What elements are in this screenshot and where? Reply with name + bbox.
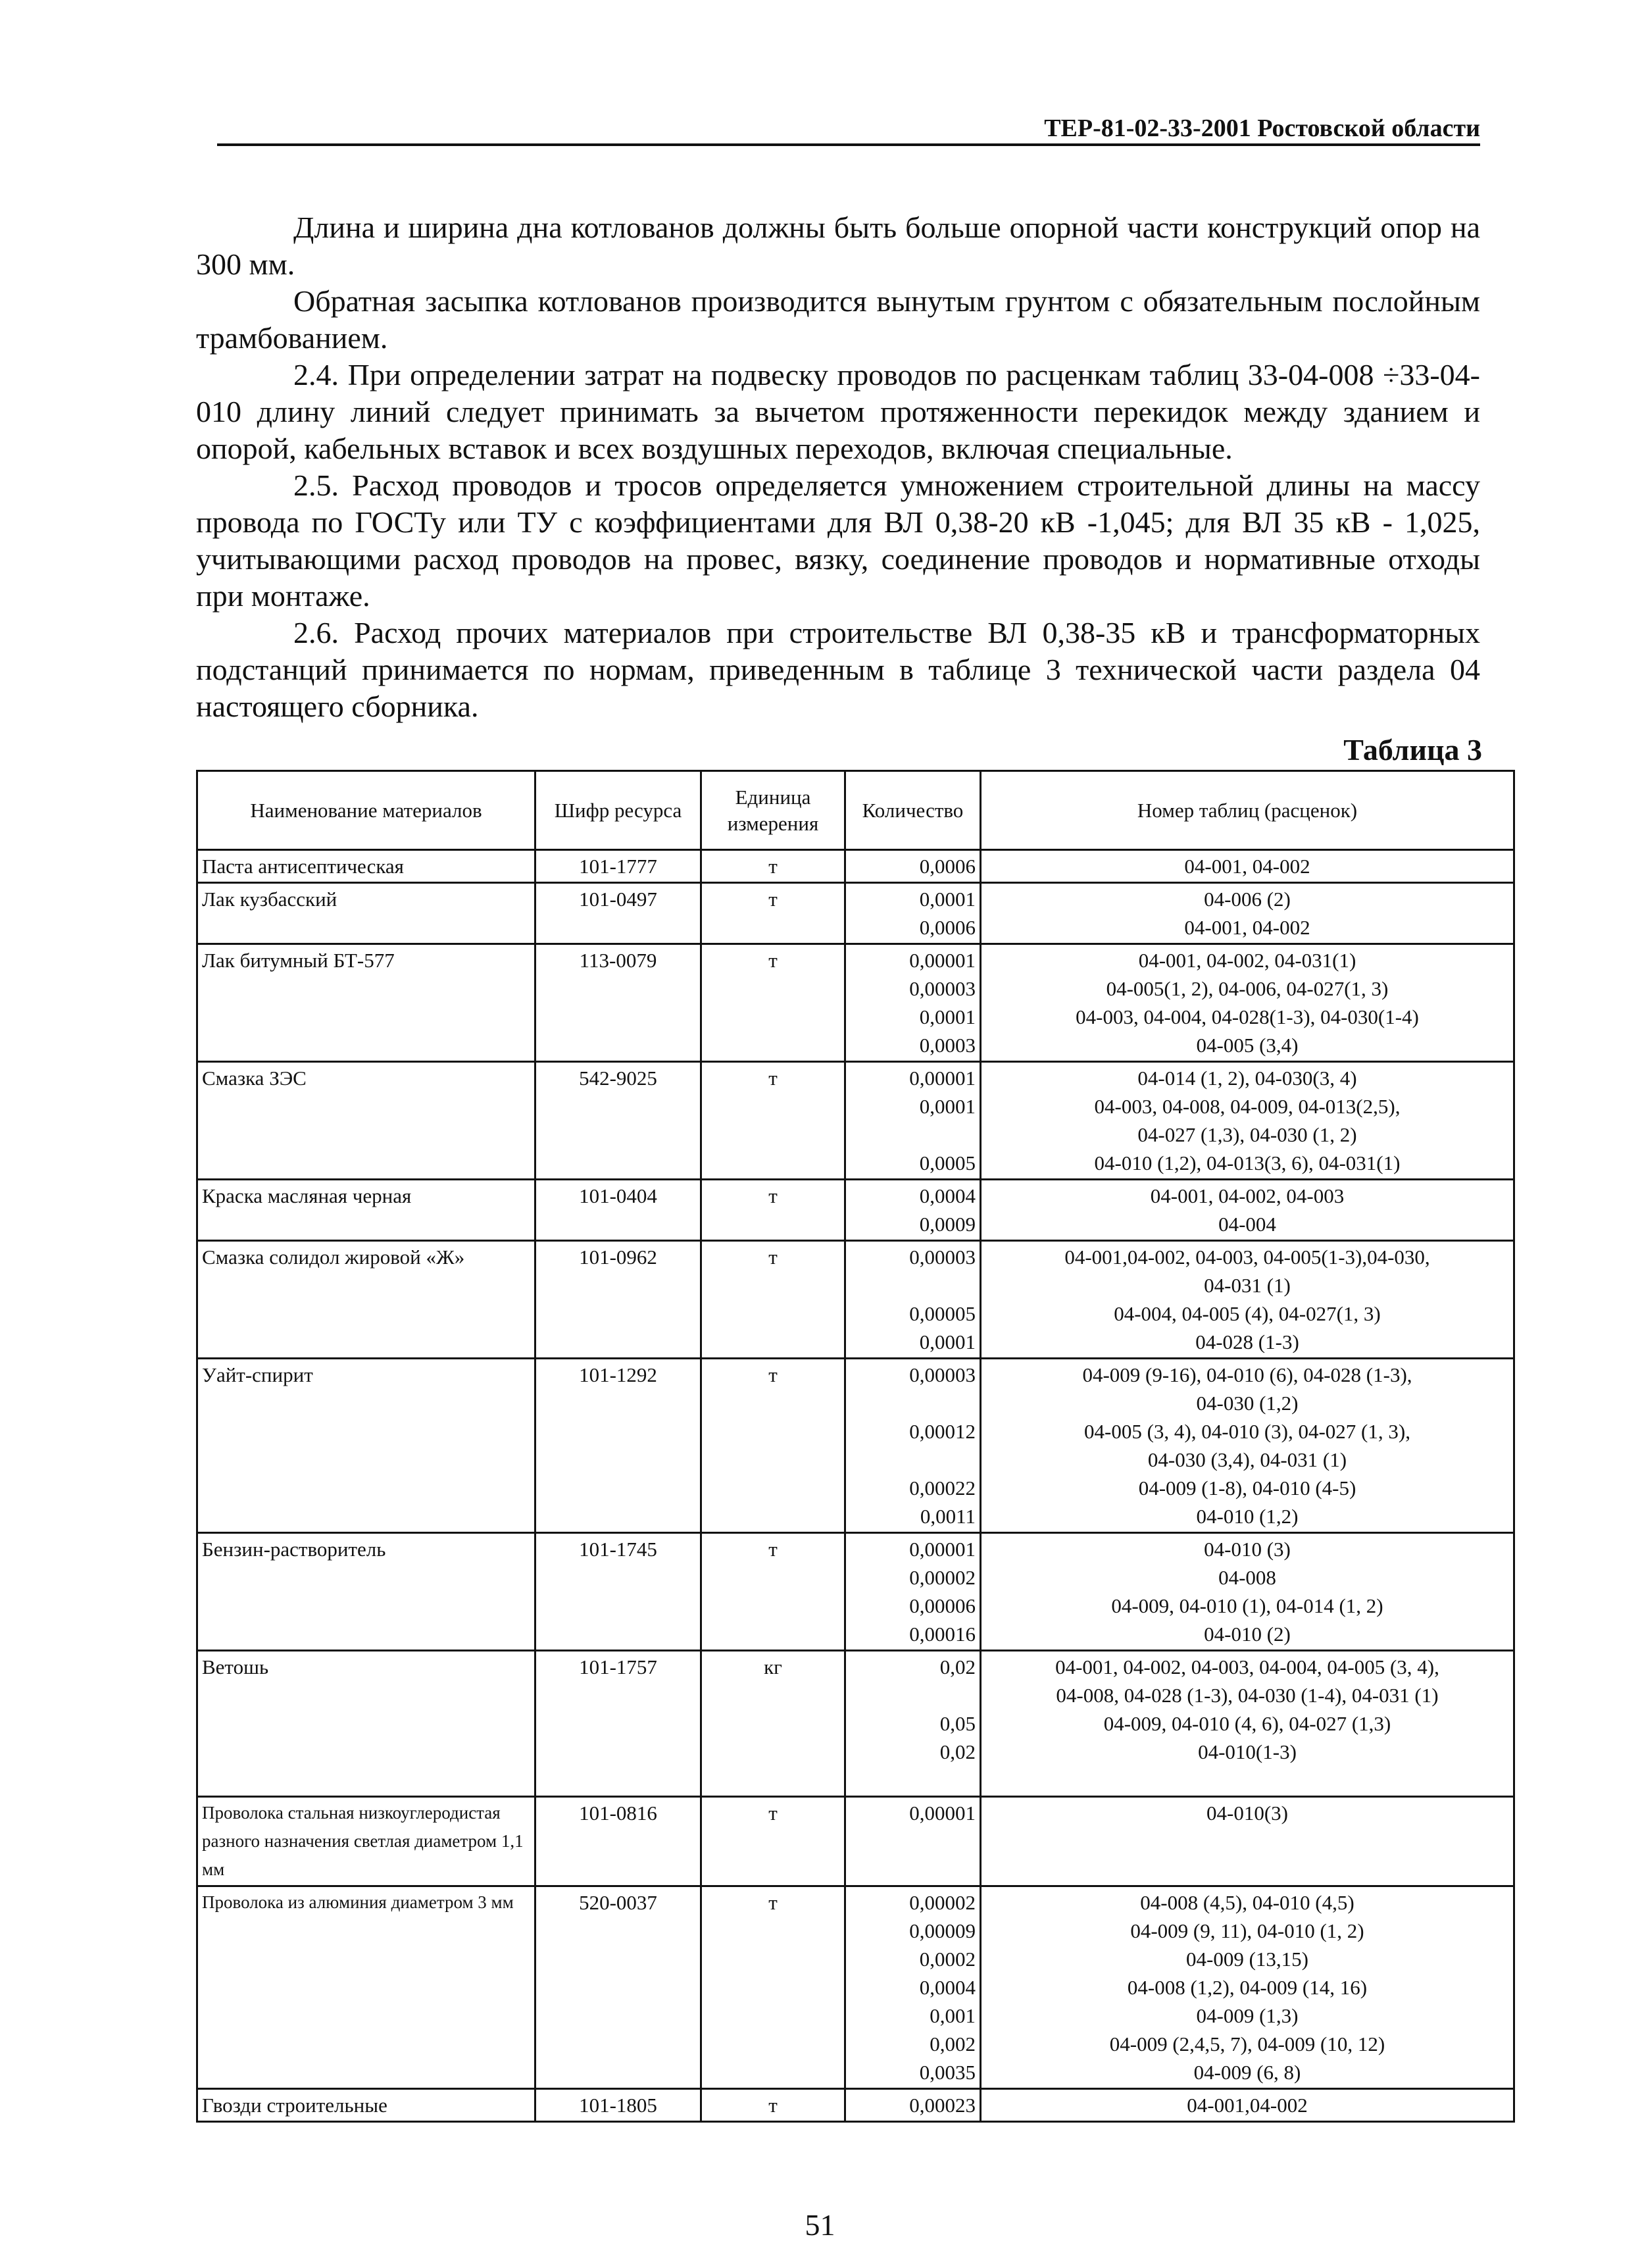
column-header-quantity: Количество (845, 771, 981, 850)
quantity-value: 0,0002 (919, 1948, 976, 1971)
quantity-value: 0,00009 (909, 1919, 976, 1942)
column-header-tables: Номер таблиц (расценок) (981, 771, 1514, 850)
table-reference: 04-003, 04-004, 04-028(1-3), 04-030(1-4) (1076, 1005, 1419, 1028)
quantity-value: 0,00003 (909, 977, 976, 1000)
table-reference: 04-010 (1,2) (1196, 1505, 1299, 1528)
table-reference: 04-009 (6, 8) (1193, 2061, 1301, 2084)
quantity-value: 0,0001 (919, 888, 976, 911)
table-reference: 04-010 (3) (1204, 1538, 1291, 1561)
unit-of-measure: т (701, 1180, 845, 1241)
table-reference: 04-009 (9, 11), 04-010 (1, 2) (1130, 1919, 1364, 1942)
quantity-cell (845, 1797, 981, 1886)
quantity-value: 0,0006 (919, 916, 976, 939)
resource-code: 520-0037 (535, 1886, 701, 2089)
unit-of-measure: т (701, 850, 845, 883)
quantity-value: 0,00016 (909, 1623, 976, 1646)
unit-of-measure: т (701, 1062, 845, 1180)
quantity-value (850, 1766, 976, 1794)
table-reference: 04-010(1-3) (1198, 1740, 1297, 1763)
table-refs-cell (981, 1651, 1514, 1797)
resource-code: 101-0404 (535, 1180, 701, 1241)
table-reference: 04-009 (1-8), 04-010 (4-5) (1138, 1476, 1356, 1499)
quantity-cell (845, 1180, 981, 1241)
quantity-value (850, 1271, 976, 1299)
unit-of-measure: т (701, 1533, 845, 1651)
quantity-value: 0,00001 (909, 1802, 976, 1825)
table-row (197, 2089, 1514, 2122)
material-name: Краска масляная черная (197, 1180, 535, 1241)
body-text (196, 209, 1480, 725)
table-reference: 04-028 (1-3) (1195, 1330, 1299, 1353)
quantity-value: 0,0009 (919, 1213, 976, 1236)
table-refs-cell (981, 1359, 1514, 1533)
table-reference: 04-031 (1) (1204, 1274, 1291, 1297)
table-reference: 04-001, 04-002, 04-003 (1150, 1184, 1345, 1207)
table-reference: 04-003, 04-008, 04-009, 04-013(2,5), (1094, 1095, 1401, 1118)
column-header-unit: Единица измерения (701, 771, 845, 850)
table-refs-cell (981, 883, 1514, 944)
table-reference: 04-009 (13,15) (1186, 1948, 1308, 1971)
table-row (197, 944, 1514, 1062)
quantity-value: 0,0004 (919, 1184, 976, 1207)
resource-code: 101-1292 (535, 1359, 701, 1533)
table-reference: 04-008 (1,2), 04-009 (14, 16) (1127, 1976, 1368, 1999)
resource-code: 101-0962 (535, 1241, 701, 1359)
table-refs-cell (981, 1180, 1514, 1241)
quantity-cell (845, 1062, 981, 1180)
table-reference: 04-001,04-002 (1187, 2094, 1308, 2117)
quantity-value: 0,00001 (909, 1538, 976, 1561)
resource-code: 101-0497 (535, 883, 701, 944)
table-reference: 04-008, 04-028 (1-3), 04-030 (1-4), 04-031 (1) (1056, 1684, 1439, 1707)
table-reference (985, 1766, 1509, 1794)
quantity-value: 0,00003 (909, 1246, 976, 1269)
quantity-value: 0,02 (939, 1740, 976, 1763)
resource-code: 542-9025 (535, 1062, 701, 1180)
quantity-value: 0,0001 (919, 1330, 976, 1353)
table-row (197, 1651, 1514, 1797)
table-reference: 04-001, 04-002, 04-031(1) (1138, 949, 1356, 972)
table-reference: 04-010 (2) (1204, 1623, 1291, 1646)
quantity-value (850, 1681, 976, 1709)
paragraph: 2.4. При определении затрат на подвеску проводов по расценкам таблиц 33-04-008 ÷33-04-010 длину линий следует принимать за вычетом протяженности перекидок между зданием и опорой, кабельных вставок и всех воздушных переходов, включая специальные. (196, 358, 1480, 465)
quantity-cell (845, 2089, 981, 2122)
resource-code: 101-1805 (535, 2089, 701, 2122)
quantity-cell (845, 883, 981, 944)
quantity-value: 0,00001 (909, 1067, 976, 1090)
quantity-value: 0,001 (930, 2004, 976, 2027)
table-reference: 04-027 (1,3), 04-030 (1, 2) (1137, 1123, 1357, 1146)
table-row (197, 1062, 1514, 1180)
material-name: Лак битумный БТ-577 (197, 944, 535, 1062)
quantity-value: 0,00022 (909, 1476, 976, 1499)
materials-table (196, 770, 1515, 2123)
table-refs-cell (981, 1062, 1514, 1180)
quantity-cell (845, 1359, 981, 1533)
quantity-value: 0,00002 (909, 1891, 976, 1914)
table-row (197, 1180, 1514, 1241)
table-reference: 04-004 (1218, 1213, 1276, 1236)
quantity-value: 0,00003 (909, 1363, 976, 1386)
quantity-value (850, 1389, 976, 1417)
quantity-value: 0,02 (939, 1655, 976, 1678)
unit-of-measure: кг (701, 1651, 845, 1797)
unit-of-measure: т (701, 944, 845, 1062)
table-refs-cell (981, 1533, 1514, 1651)
quantity-cell (845, 1886, 981, 2089)
column-header-name: Наименование материалов (197, 771, 535, 850)
table-reference: 04-009, 04-010 (4, 6), 04-027 (1,3) (1103, 1712, 1391, 1735)
material-name: Бензин-растворитель (197, 1533, 535, 1651)
quantity-value: 0,0035 (919, 2061, 976, 2084)
table-reference: 04-008 (4,5), 04-010 (4,5) (1140, 1891, 1354, 1914)
running-header: ТЕР-81-02-33-2001 Ростовской области (217, 113, 1480, 146)
paragraph: Обратная засыпка котлованов производится вынутым грунтом с обязательным послойным трамбованием. (196, 284, 1480, 355)
paragraph: Длина и ширина дна котлованов должны быть больше опорной части конструкций опор на 300 мм. (196, 211, 1480, 281)
quantity-cell (845, 850, 981, 883)
quantity-value (850, 1121, 976, 1149)
table-refs-cell (981, 2089, 1514, 2122)
material-name: Паста антисептическая (197, 850, 535, 883)
material-name: Уайт-спирит (197, 1359, 535, 1533)
unit-of-measure: т (701, 1797, 845, 1886)
table-row (197, 1886, 1514, 2089)
table-row (197, 850, 1514, 883)
quantity-value: 0,00005 (909, 1302, 976, 1325)
resource-code: 101-1745 (535, 1533, 701, 1651)
table-reference: 04-001, 04-002, 04-003, 04-004, 04-005 (3, 4), (1055, 1655, 1439, 1678)
quantity-value: 0,00006 (909, 1594, 976, 1617)
material-name: Лак кузбасский (197, 883, 535, 944)
table-reference: 04-008 (1218, 1566, 1276, 1589)
table-reference: 04-010 (1,2), 04-013(3, 6), 04-031(1) (1094, 1151, 1401, 1174)
resource-code: 101-1777 (535, 850, 701, 883)
table-refs-cell (981, 944, 1514, 1062)
resource-code: 101-1757 (535, 1651, 701, 1797)
material-name: Смазка ЗЭС (197, 1062, 535, 1180)
column-header-code: Шифр ресурса (535, 771, 701, 850)
quantity-value: 0,0011 (920, 1505, 976, 1528)
quantity-value: 0,05 (939, 1712, 976, 1735)
table-reference: 04-009, 04-010 (1), 04-014 (1, 2) (1111, 1594, 1383, 1617)
quantity-cell (845, 944, 981, 1062)
material-name: Смазка солидол жировой «Ж» (197, 1241, 535, 1359)
table-reference: 04-030 (1,2) (1196, 1392, 1299, 1415)
quantity-cell (845, 1241, 981, 1359)
unit-of-measure: т (701, 1359, 845, 1533)
table-row (197, 1533, 1514, 1651)
page-number: 51 (805, 2208, 835, 2242)
table-row (197, 883, 1514, 944)
table-reference: 04-006 (2) (1204, 888, 1291, 911)
unit-of-measure: т (701, 2089, 845, 2122)
table-reference: 04-009 (9-16), 04-010 (6), 04-028 (1-3), (1082, 1363, 1412, 1386)
table-reference: 04-005 (3,4) (1196, 1034, 1299, 1057)
table-reference: 04-001, 04-002 (1184, 916, 1310, 939)
resource-code: 113-0079 (535, 944, 701, 1062)
unit-of-measure: т (701, 1241, 845, 1359)
quantity-cell (845, 1533, 981, 1651)
table-reference: 04-004, 04-005 (4), 04-027(1, 3) (1114, 1302, 1381, 1325)
material-name: Гвозди строительные (197, 2089, 535, 2122)
paragraph: 2.6. Расход прочих материалов при строительстве ВЛ 0,38-35 кВ и трансформаторных подстанций принимается по нормам, приведенным в таблице 3 технической части раздела 04 настоящего сборника. (196, 616, 1480, 723)
quantity-value: 0,0004 (919, 1976, 976, 1999)
table-refs-cell (981, 1886, 1514, 2089)
table-reference: 04-010(3) (1206, 1802, 1288, 1825)
quantity-value: 0,0001 (919, 1095, 976, 1118)
table-refs-cell (981, 850, 1514, 883)
table-row (197, 1241, 1514, 1359)
material-name: Ветошь (197, 1651, 535, 1797)
table-reference: 04-001, 04-002 (1184, 855, 1310, 878)
unit-of-measure: т (701, 1886, 845, 2089)
table-reference: 04-005 (3, 4), 04-010 (3), 04-027 (1, 3), (1084, 1420, 1410, 1443)
table-reference: 04-001,04-002, 04-003, 04-005(1-3),04-030, (1064, 1246, 1430, 1269)
quantity-value: 0,0001 (919, 1005, 976, 1028)
material-name: Проволока из алюминия диаметром 3 мм (197, 1886, 535, 2089)
quantity-value: 0,00012 (909, 1420, 976, 1443)
table-reference: 04-030 (3,4), 04-031 (1) (1147, 1448, 1347, 1471)
table-reference: 04-014 (1, 2), 04-030(3, 4) (1137, 1067, 1357, 1090)
quantity-value: 0,0005 (919, 1151, 976, 1174)
table-row (197, 1797, 1514, 1886)
paragraph: 2.5. Расход проводов и тросов определяется умножением строительной длины на массу провода по ГОСТу или ТУ с коэффициентами для ВЛ 0,38-20 кВ -1,045; для ВЛ 35 кВ - 1,025, учитывающими расход проводов на провес, вязку, соединение проводов и нормативные отходы при монтаже. (196, 468, 1480, 613)
unit-of-measure: т (701, 883, 845, 944)
table-reference: 04-005(1, 2), 04-006, 04-027(1, 3) (1106, 977, 1389, 1000)
table-row (197, 1359, 1514, 1533)
material-name: Проволока стальная низкоуглеродистая разного назначения светлая диаметром 1,1 мм (197, 1797, 535, 1886)
quantity-value: 0,00001 (909, 949, 976, 972)
table-body (197, 850, 1514, 2122)
quantity-value: 0,00002 (909, 1566, 976, 1589)
table-refs-cell (981, 1797, 1514, 1886)
table-caption: Таблица 3 (1343, 733, 1482, 767)
quantity-value: 0,002 (930, 2032, 976, 2055)
table-reference: 04-009 (2,4,5, 7), 04-009 (10, 12) (1109, 2032, 1385, 2055)
table-refs-cell (981, 1241, 1514, 1359)
quantity-value: 0,0003 (919, 1034, 976, 1057)
quantity-value (850, 1446, 976, 1474)
quantity-cell (845, 1651, 981, 1797)
quantity-value: 0,00023 (909, 2094, 976, 2117)
quantity-value: 0,0006 (919, 855, 976, 878)
table-reference: 04-009 (1,3) (1196, 2004, 1299, 2027)
resource-code: 101-0816 (535, 1797, 701, 1886)
